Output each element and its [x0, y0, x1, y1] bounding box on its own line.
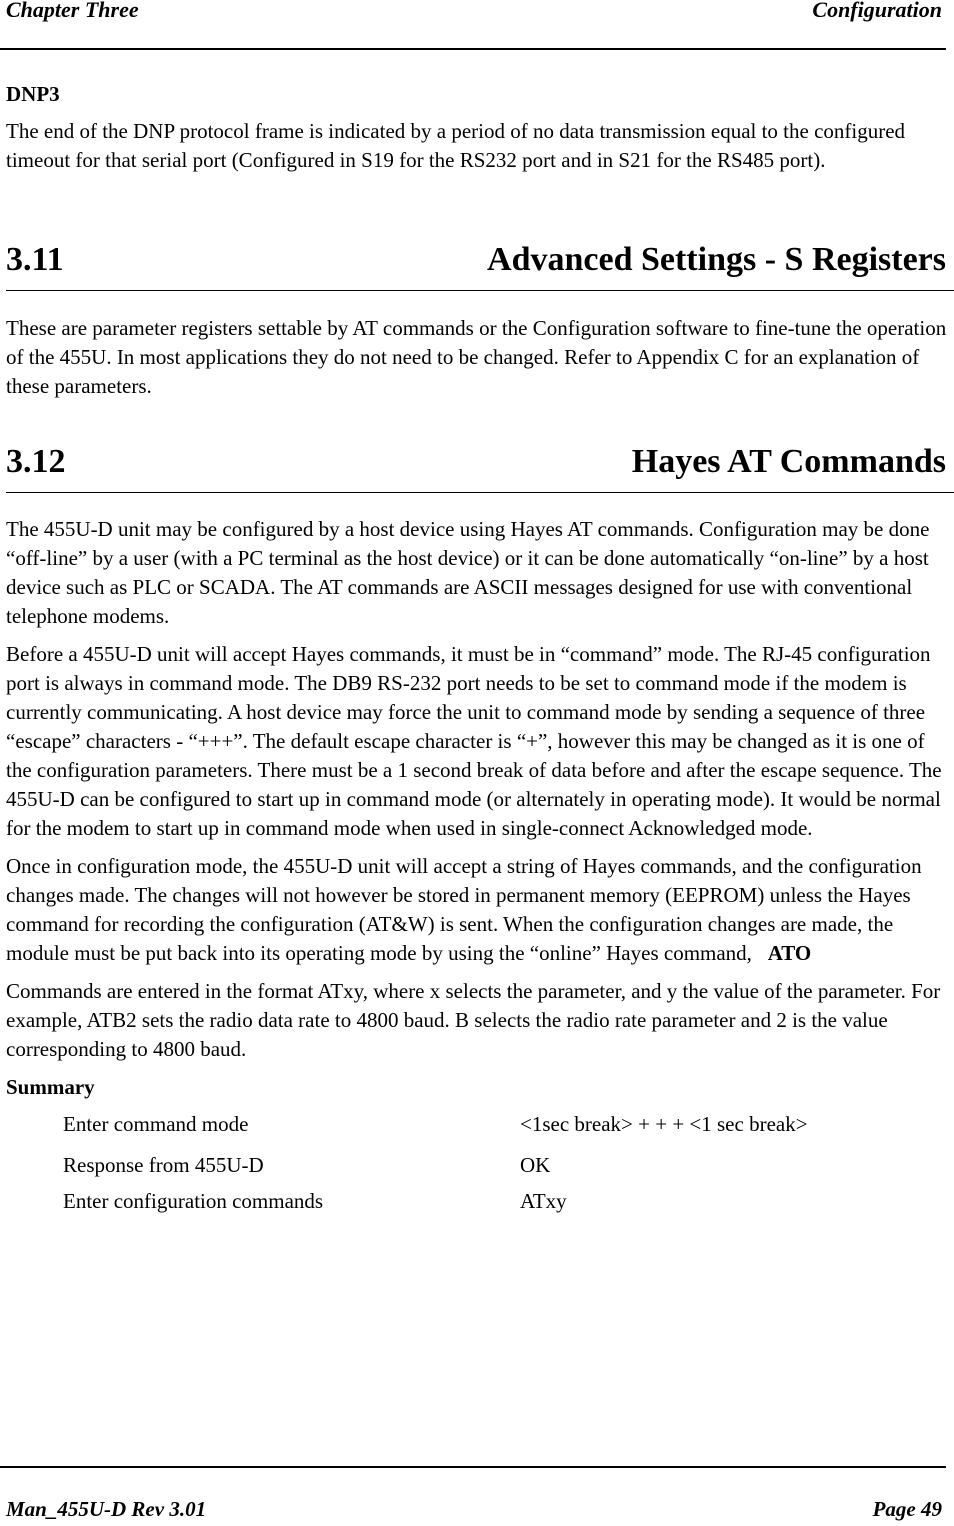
summary-action: Response from 455U-D — [63, 1153, 264, 1177]
hayes-intro-paragraph: The 455U-D unit may be configured by a host device using Hayes AT commands. Configuration may be done “off-line” by a user (with a PC terminal as the host device) or it can be done automatically “on-line” by a host device such as PLC or SCADA. The AT commands are ASCII messages designed for use with conventional telephone modems. — [6, 517, 930, 628]
summary-value: OK — [520, 1153, 551, 1177]
footer-page-number: Page 49 — [872, 1497, 942, 1521]
section-3-12-heading — [6, 442, 954, 493]
header-section: Configuration — [812, 0, 942, 22]
summary-value: <1sec break> + + + <1 sec break> — [520, 1112, 808, 1136]
section-3-11-heading — [6, 240, 954, 291]
config-mode-text: Once in configuration mode, the 455U-D unit will accept a string of Hayes commands, and the configuration changes made. The changes will not however be stored in permanent memory (EEPROM) unless the Hayes command for recording the configuration (AT&W) is sent. When the configuration changes are made, the module must be put back into its operating mode by using the “online” Hayes command, — [6, 854, 922, 965]
summary-value: ATxy — [520, 1189, 567, 1213]
summary-row — [63, 1151, 952, 1180]
summary-action: Enter command mode — [63, 1112, 249, 1136]
page-content — [6, 80, 952, 1216]
command-mode-paragraph: Before a 455U-D unit will accept Hayes commands, it must be in “command” mode. The RJ-45 configuration port is always in command mode. The DB9 RS-232 port needs to be set to command mode if the modem is currently communicating. A host device may force the unit to command mode by sending a sequence of three “escape” characters - “+++”. The default escape character is “+”, however this may be changed as it is one of the configuration parameters. There must be a 1 second break of data before and after the escape sequence. The 455U-D can be configured to start up in command mode (or alternately in operating mode). It would be normal for the modem to start up in command mode when used in single-connect Acknowledged mode. — [6, 642, 942, 840]
header-chapter: Chapter Three — [6, 0, 139, 22]
summary-row — [63, 1110, 952, 1139]
header-rule — [0, 48, 946, 50]
dnp3-heading: DNP3 — [6, 82, 60, 106]
section-title: Hayes AT Commands — [631, 443, 946, 480]
section-number: 3.12 — [6, 443, 66, 480]
section-number: 3.11 — [6, 241, 64, 278]
section-title: Advanced Settings - S Registers — [487, 241, 946, 278]
format-paragraph: Commands are entered in the format ATxy, where x selects the parameter, and y the value of the parameter. For example, ATB2 sets the radio data rate to 4800 baud. B selects the radio rate parameter and 2 is the value corresponding to 4800 baud. — [6, 979, 941, 1061]
summary-table — [63, 1110, 952, 1216]
s-registers-paragraph: These are parameter registers settable by AT commands or the Configuration software to fine-tune the operation of the 455U. In most applications they do not need to be changed. Refer to Appendix C for an explanation of these parameters. — [6, 316, 947, 398]
summary-heading: Summary — [6, 1075, 95, 1099]
config-mode-paragraph — [6, 852, 952, 968]
summary-action: Enter configuration commands — [63, 1189, 324, 1213]
footer-manual-rev: Man_455U-D Rev 3.01 — [6, 1497, 207, 1521]
dnp3-paragraph: The end of the DNP protocol frame is indicated by a period of no data transmission equal to the configured timeout for that serial port (Configured in S19 for the RS232 port and in S21 for the RS485 port). — [6, 119, 906, 172]
online-command: ATO — [767, 941, 812, 965]
summary-row — [63, 1187, 952, 1216]
footer-rule — [0, 1466, 946, 1468]
